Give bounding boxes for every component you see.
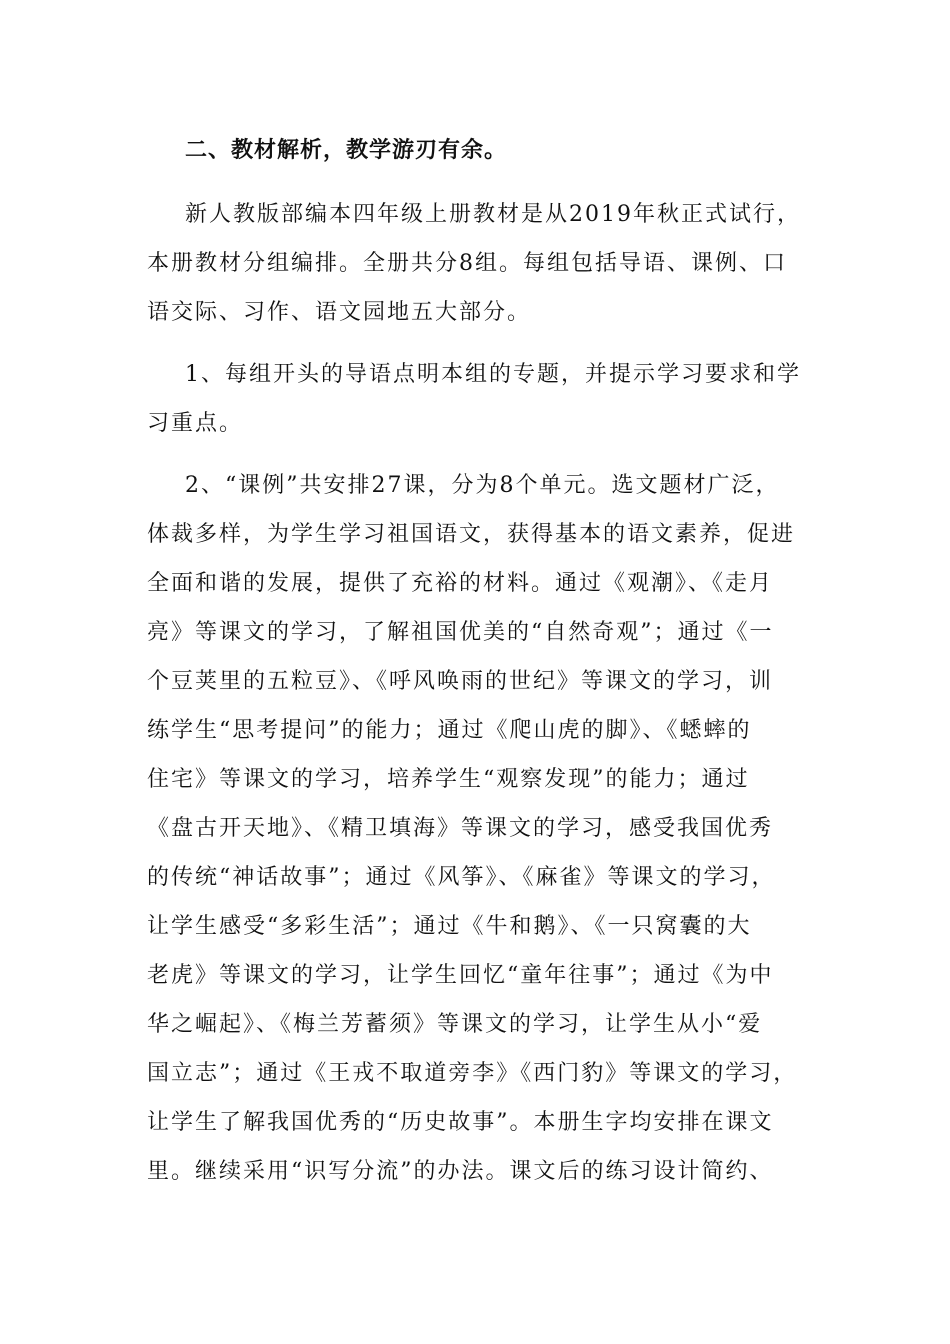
paragraph-3-line-9: 的传统“神话故事”；通过《风筝》、《麻雀》等课文的学习， [147, 865, 776, 890]
paragraph-3-line-5: 个豆荚里的五粒豆》、《呼风唤雨的世纪》等课文的学习，训 [147, 669, 774, 694]
paragraph-3-line-10: 让学生感受“多彩生活”；通过《牛和鹅》、《一只窝囊的大 [147, 914, 752, 939]
paragraph-3-line-1: 2、“课例”共安排27课，分为8个单元。选文题材广泛， [185, 473, 780, 498]
paragraph-3-line-12: 华之崛起》、《梅兰芳蓄须》等课文的学习，让学生从小“爱 [147, 1012, 763, 1037]
paragraph-3-line-11: 老虎》等课文的学习，让学生回忆“童年往事”；通过《为中 [147, 963, 774, 988]
paragraph-3-line-14: 让学生了解我国优秀的“历史故事”。本册生字均安排在课文 [147, 1110, 774, 1135]
paragraph-3-line-6: 练学生“思考提问”的能力；通过《爬山虎的脚》、《蟋蟀的 [147, 718, 752, 743]
paragraph-3-line-13: 国立志”；通过《王戎不取道旁李》《西门豹》等课文的学习， [147, 1061, 798, 1086]
paragraph-3-line-7: 住宅》等课文的学习，培养学生“观察发现”的能力；通过 [147, 767, 750, 792]
paragraph-1-line-3: 语交际、习作、语文园地五大部分。 [147, 300, 532, 325]
paragraph-3-line-2: 体裁多样，为学生学习祖国语文，获得基本的语文素养，促进 [147, 522, 796, 547]
paragraph-3-line-15: 里。继续采用“识写分流”的办法。课文后的练习设计简约、 [147, 1159, 774, 1184]
paragraph-1-line-1: 新人教版部编本四年级上册教材是从2019年秋正式试行， [185, 202, 801, 227]
paragraph-2-line-2: 习重点。 [147, 411, 244, 436]
paragraph-3-line-8: 《盘古开天地》、《精卫填海》等课文的学习，感受我国优秀 [147, 816, 774, 841]
paragraph-2-line-1: 1、每组开头的导语点明本组的专题，并提示学习要求和学 [185, 362, 801, 387]
paragraph-1-line-2: 本册教材分组编排。全册共分8组。每组包括导语、课例、口 [147, 251, 787, 276]
paragraph-3-line-4: 亮》等课文的学习，了解祖国优美的“自然奇观”；通过《一 [147, 620, 774, 645]
paragraph-3-line-3: 全面和谐的发展，提供了充裕的材料。通过《观潮》、《走月 [147, 571, 774, 596]
section-heading: 二、教材解析，教学游刃有余。 [185, 137, 508, 163]
